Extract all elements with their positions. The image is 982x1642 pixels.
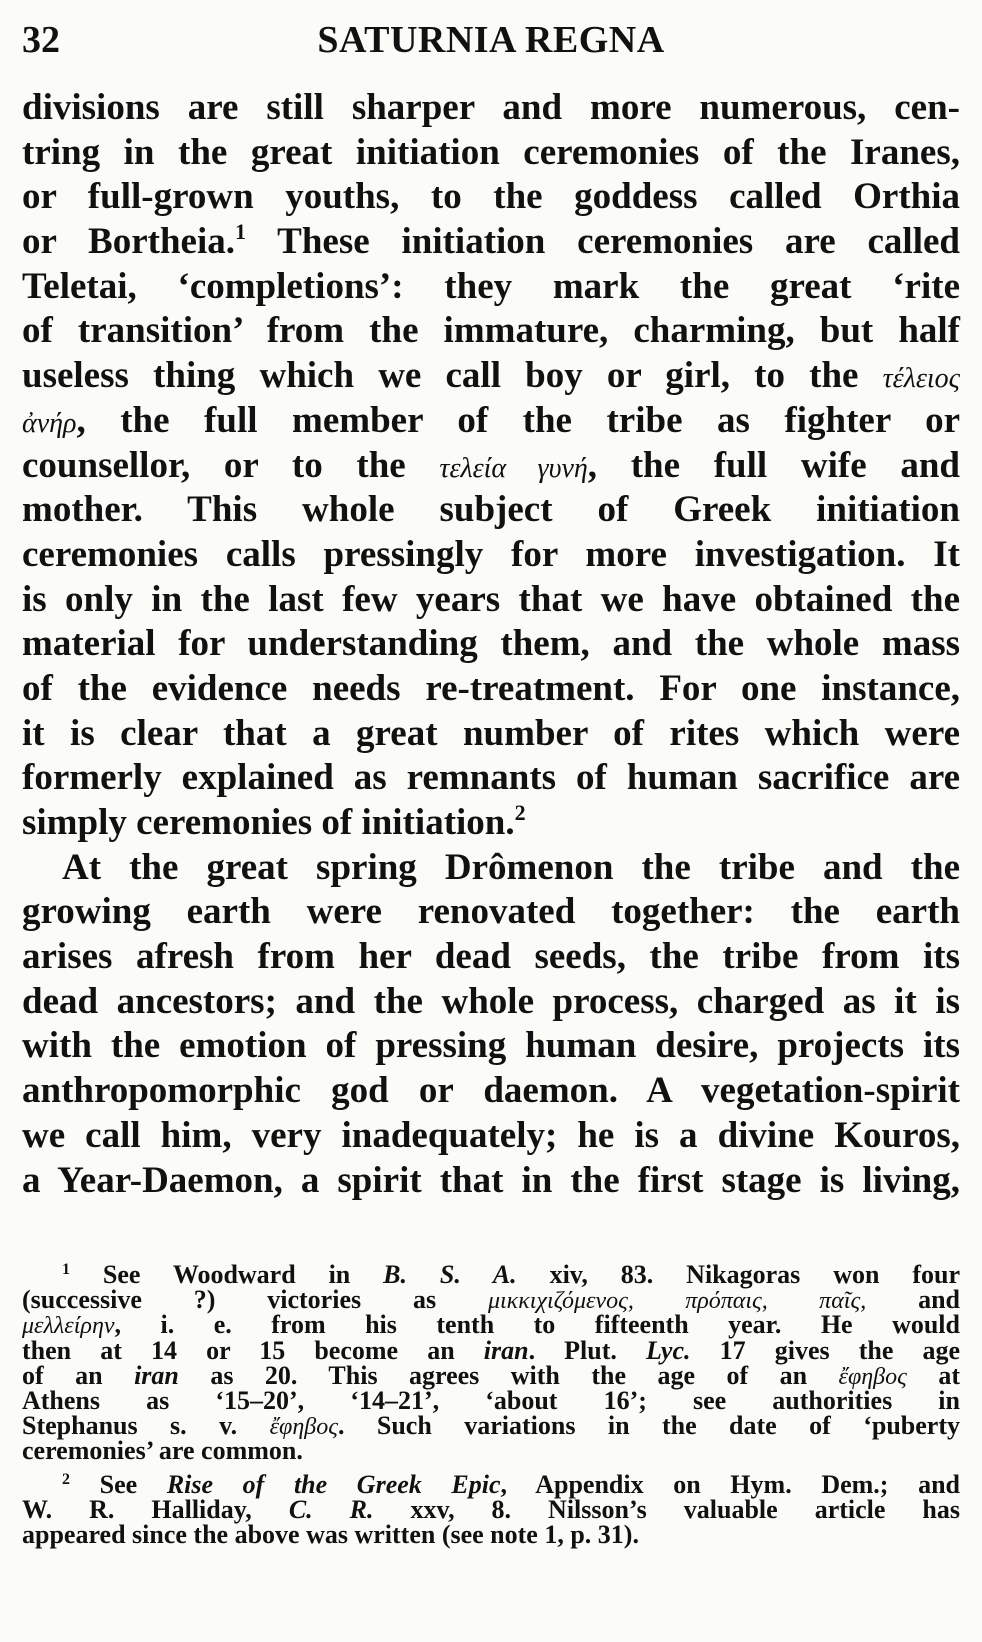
footnote-line: of an iran as 20. This agrees with the age of an ἔφηβος at	[22, 1360, 960, 1390]
footnote-line: $^2$ See Rise of the Greek Epic, Appendix on Hym. Dem.; and	[62, 1469, 961, 1499]
text-line: it is clear that a great number of rites which were	[22, 712, 960, 754]
footnote-line: Athens as ‘15–20’, ‘14–21’, ‘about 16’; see authorities in	[22, 1385, 960, 1415]
text-line: useless thing which we call boy or girl, to the τέλειος	[22, 355, 960, 397]
text-line: or full-grown youths, to the goddess called Orthia	[22, 176, 960, 218]
text-line: dead ancestors; and the whole process, charged as it is	[22, 980, 960, 1022]
text-line: we call him, very inadequately; he is a divine Kouros,	[22, 1114, 960, 1156]
greek-text: ἔφηβος	[838, 1363, 907, 1390]
footnote-line: appeared since the above was written (see note 1, p. 31).	[22, 1519, 639, 1549]
text-line: growing earth were renovated together: the earth	[22, 891, 960, 933]
greek-text: μελλείρην	[22, 1313, 115, 1340]
text-line: Teletai, ‘completions’: they mark the great ‘rite	[22, 265, 960, 307]
footnote-line: ceremonies’ are common.	[22, 1436, 303, 1466]
text-line: simply ceremonies of initiation.$^2$	[22, 800, 526, 843]
greek-text: μικκιχιζόμενος, πρόπαις, παῖς,	[487, 1288, 867, 1315]
footnote-line: μελλείρην, i. e. from his tenth to fifteenth year. He would	[22, 1310, 960, 1340]
text-line: is only in the last few years that we have obtained the	[22, 578, 960, 620]
text-line: material for understanding them, and the whole mass	[22, 623, 960, 665]
body-text	[22, 86, 960, 1203]
text-line: anthropomorphic god or daemon. A vegetation-spirit	[22, 1070, 960, 1112]
greek-text: ἀνήρ	[22, 407, 77, 439]
footnotes	[22, 1262, 960, 1547]
text-line: counsellor, or to the τελεία γυνή, the full wife and	[22, 444, 960, 486]
greek-text: τελεία γυνή	[439, 452, 588, 484]
footnote-1	[22, 1262, 960, 1464]
text-line: ceremonies calls pressingly for more investigation. It	[22, 533, 960, 575]
text-line: ἀνήρ, the full member of the tribe as fighter or	[22, 399, 960, 441]
running-head: SATURNIA REGNA	[317, 19, 665, 61]
text-line: of transition’ from the immature, charming, but half	[22, 310, 960, 352]
text-line: or Bortheia.$^1$ These initiation ceremonies are called	[22, 219, 960, 263]
footnote-line: then at 14 or 15 become an iran. Plut. Lyc. 17 gives the age	[22, 1335, 960, 1365]
footnote-line: W. R. Halliday, C. R. xxv, 8. Nilsson’s valuable article has	[22, 1494, 960, 1524]
text-line: arises afresh from her dead seeds, the tribe from its	[22, 936, 960, 978]
text-line: of the evidence needs re-treatment. For one instance,	[22, 667, 960, 709]
greek-text: τέλειος	[882, 363, 960, 395]
footnote-ref-2: 2	[514, 800, 526, 825]
greek-text: ἔφηβος	[269, 1414, 338, 1441]
footnote-line: Stephanus s. v. ἔφηβος. Such variations in the date of ‘puberty	[22, 1411, 961, 1441]
footnote-line: $^1$ See Woodward in B. S. A. xiv, 83. Nikagoras won four	[62, 1260, 960, 1289]
page-number: 32	[22, 19, 60, 61]
text-line: At the great spring Drômenon the tribe and the	[62, 846, 960, 888]
text-line: tring in the great initiation ceremonies of the Iranes,	[22, 131, 960, 173]
text-line: formerly explained as remnants of human sacrifice are	[22, 757, 960, 799]
text-line: with the emotion of pressing human desire, projects its	[22, 1025, 960, 1067]
footnote-mark: 1	[62, 1261, 70, 1278]
footnote-mark: 2	[62, 1470, 70, 1488]
footnote-ref-1: 1	[235, 219, 247, 245]
page-header	[22, 14, 960, 62]
text-line: a Year-Daemon, a spirit that in the first stage is living,	[22, 1159, 960, 1201]
text-line: divisions are still sharper and more numerous, cen-	[22, 87, 960, 128]
footnote-line: (successive ?) victories as μικκιχιζόμενος, πρόπαις, παῖς, and	[22, 1285, 960, 1315]
footnote-2	[22, 1469, 961, 1549]
text-line: mother. This whole subject of Greek initiation	[22, 489, 960, 531]
